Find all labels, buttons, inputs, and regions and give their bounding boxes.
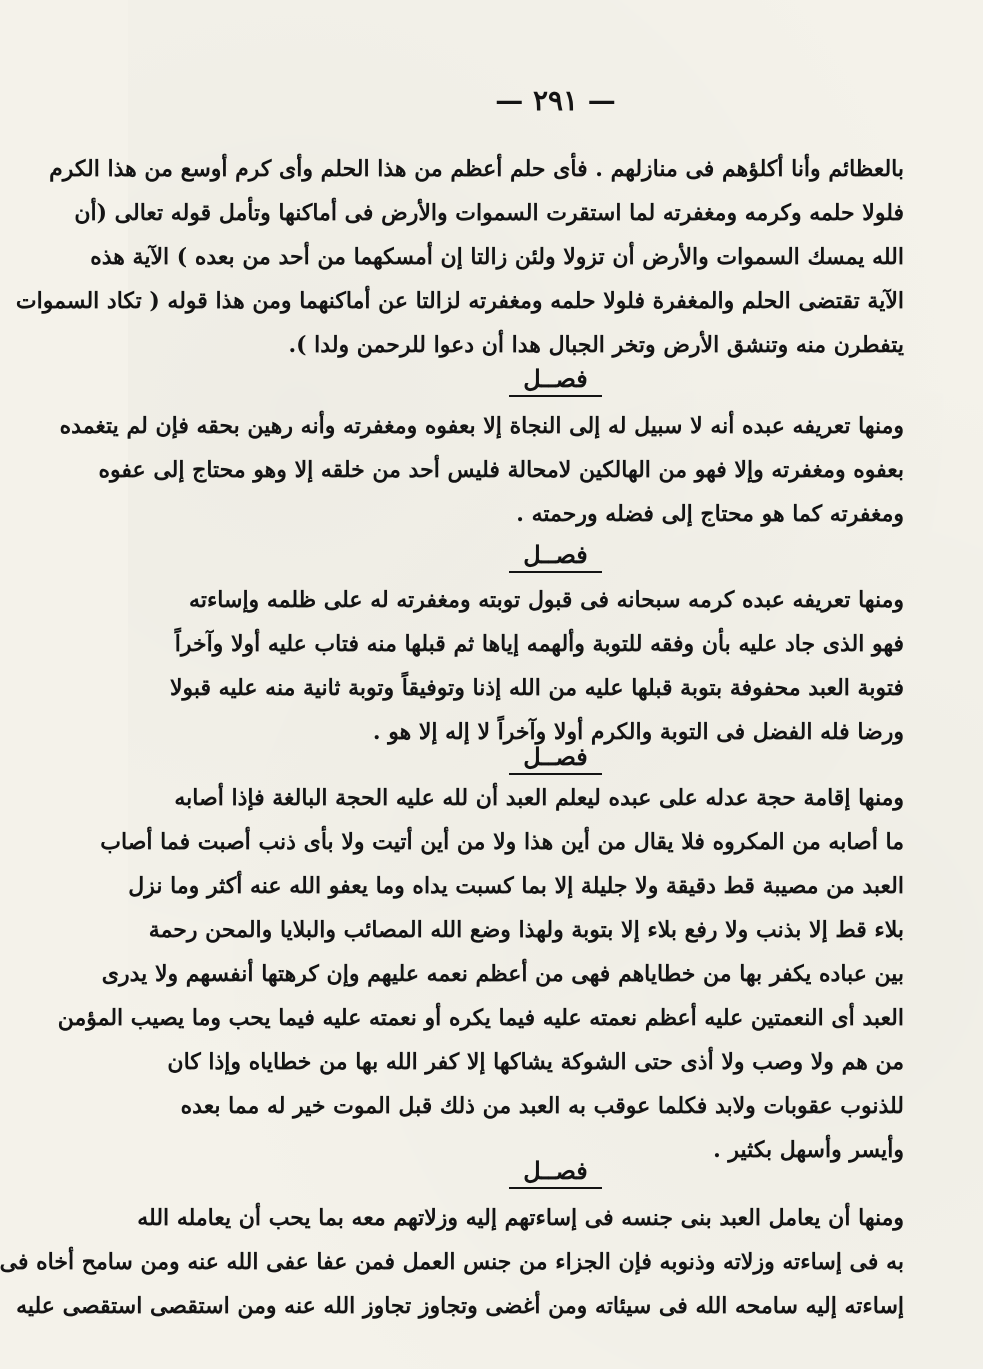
text-line: العبد من مصيبة قط دقيقة ولا جليلة إلا بما كسبت يداه وما يعفو الله عنه أكثر وما نزل <box>128 873 904 899</box>
text-line: ومنها أن يعامل العبد بنى جنسه فى إساءتهم إليه وزلاتهم معه بما يحب أن يعامله الله <box>137 1205 904 1231</box>
text-line: بالعظائم وأنا أكلؤهم فى منازلهم . فأى حلم أعظم من هذا الحلم وأى كرم أوسع من هذا الكرم <box>49 156 904 182</box>
section-heading-text: فصــل <box>509 742 602 775</box>
text-line: ما أصابه من المكروه فلا يقال من أين هذا ولا من أين أتيت ولا بأى ذنب أصبت فما أصاب <box>100 829 904 855</box>
text-line: يتفطرن منه وتنشق الأرض وتخر الجبال هدا أن دعوا للرحمن ولدا ). <box>288 332 904 358</box>
intro-paragraph <box>15 147 904 367</box>
page-number: — ٢٩١ — <box>495 84 616 117</box>
text-line: العبد أى النعمتين عليه أعظم نعمته عليه فيما يكره أو نعمته عليه فيما يحب وما يصيب المؤمن <box>57 1005 904 1031</box>
text-line: الله يمسك السموات والأرض أن تزولا ولئن زالتا إن أمسكهما من أحد من بعده ) الآية هذه <box>90 244 904 270</box>
section-heading-text: فصــل <box>509 364 602 397</box>
text-line: ومنها إقامة حجة عدله على عبده ليعلم العبد أن لله عليه الحجة البالغة فإذا أصابه <box>174 785 904 811</box>
section-heading-text: فصــل <box>509 540 602 573</box>
text-line: ومغفرته كما هو محتاج إلى فضله ورحمته . <box>516 501 904 527</box>
section-heading <box>128 1156 983 1189</box>
section-paragraph <box>0 1196 904 1328</box>
section-heading <box>128 742 983 775</box>
section-heading-text: فصــل <box>509 1156 602 1189</box>
text-line: بلاء قط إلا بذنب ولا رفع بلاء إلا بتوبة ولهذا وضع الله المصائب والبلايا والمحن رحمة <box>148 917 904 943</box>
text-line: ورضا فله الفضل فى التوبة والكرم أولا وآخراً لا إله إلا هو . <box>372 719 904 745</box>
section-paragraph <box>59 404 904 536</box>
text-line: وأيسر وأسهل بكثير . <box>713 1137 904 1163</box>
text-line: ومنها تعريفه عبده كرمه سبحانه فى قبول توبته ومغفرته له على ظلمه وإساءته <box>189 587 904 613</box>
text-line: فلولا حلمه وكرمه ومغفرته لما استقرت السموات والأرض فى أماكنها وتأمل قوله تعالى (أن <box>74 200 904 226</box>
text-line: الآية تقتضى الحلم والمغفرة فلولا حلمه ومغفرته لزالتا عن أماكنهما ومن هذا قوله ( تكاد السموات <box>15 288 904 314</box>
text-line: ومنها تعريفه عبده أنه لا سبيل له إلى النجاة إلا بعفوه ومغفرته وأنه رهين بحقه فإن لم يتغمده <box>59 413 904 439</box>
section-paragraph <box>57 776 904 1172</box>
text-line: به فى إساءته وزلاته وذنوبه فإن الجزاء من جنس العمل فمن عفا عفى الله عنه ومن سامح أخاه فى <box>0 1249 904 1275</box>
section-heading <box>128 364 983 397</box>
text-line: إساءته إليه سامحه الله فى سيئاته ومن أغضى وتجاوز تجاوز الله عنه ومن استقصى استقصى عليه <box>16 1293 904 1319</box>
text-line: بين عباده يكفر بها من خطاياهم فهى من أعظم نعمه عليهم وإن كرهتها أنفسهم ولا يدرى <box>101 961 904 987</box>
text-line: للذنوب عقوبات ولابد فكلما عوقب به العبد من ذلك قبل الموت خير له مما بعده <box>180 1093 904 1119</box>
text-line: فتوبة العبد محفوفة بتوبة قبلها عليه من الله إذنا وتوفيقاً وتوبة ثانية منه عليه قبولا <box>169 675 904 701</box>
text-line: بعفوه ومغفرته وإلا فهو من الهالكين لامحالة فليس أحد من خلقه إلا وهو محتاج إلى عفوه <box>98 457 904 483</box>
text-line: فهو الذى جاد عليه بأن وفقه للتوبة وألهمه إياها ثم قبلها منه فتاب عليه أولا وآخراً <box>174 631 904 657</box>
section-paragraph <box>169 578 904 754</box>
section-heading <box>128 540 983 573</box>
text-line: من هم ولا وصب ولا أذى حتى الشوكة يشاكها إلا كفر الله بها من خطاياه وإذا كان <box>167 1049 904 1075</box>
